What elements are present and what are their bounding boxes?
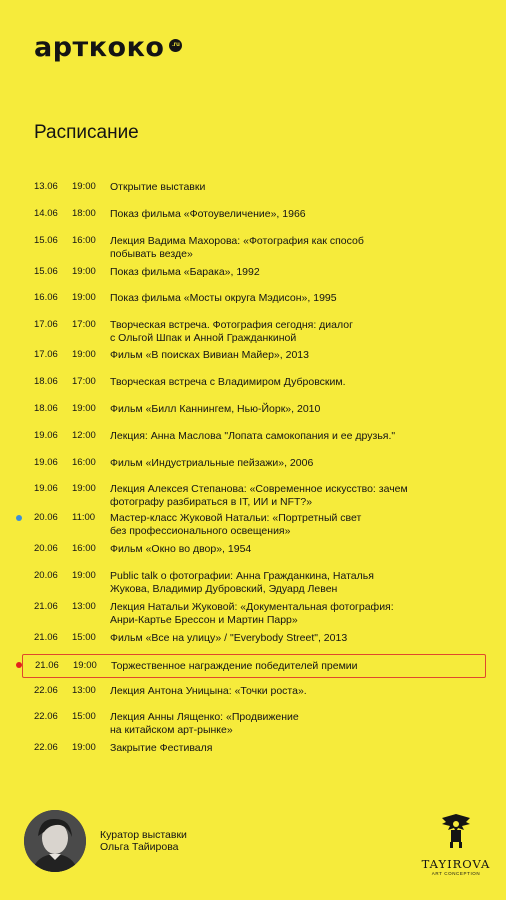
event-title: [110, 742, 482, 755]
event-title-line: Фильм «В поисках Вивиан Майер», 2013: [110, 349, 309, 361]
event-title-line: Лекция Алексея Степанова: «Современное искусство: зачем: [110, 483, 408, 495]
event-title-line: Показ фильма «Фотоувеличение», 1966: [110, 208, 306, 220]
event-time: 19:00: [72, 742, 96, 753]
event-title-line: без профессионального освещения»: [110, 524, 291, 537]
event-title: [110, 685, 482, 698]
red-dot-marker: [16, 662, 22, 668]
brand-subtitle: ART CONCEPTION: [431, 871, 481, 876]
event-title-line: фотографу разбираться в IT, ИИ и NFT?»: [110, 495, 313, 508]
event-date: 18.06: [34, 403, 58, 414]
event-time: 19:00: [72, 570, 96, 581]
event-date: 22.06: [34, 742, 58, 753]
event-title-line: Закрытие Фестиваля: [110, 742, 213, 754]
event-time: 16:00: [72, 543, 96, 554]
event-title: [111, 660, 483, 673]
event-title: [110, 543, 482, 556]
event-time: 19:00: [72, 483, 96, 494]
event-date: 21.06: [34, 601, 58, 612]
event-date: 22.06: [34, 711, 58, 722]
event-time: 19:00: [72, 349, 96, 360]
event-title-line: с Ольгой Шпак и Анной Гражданкиной: [110, 331, 297, 344]
event-title-line: Public talk о фотографии: Анна Гражданкина, Наталья: [110, 570, 374, 582]
event-title-line: Лекция Антона Уницына: «Точки роста».: [110, 685, 307, 697]
event-title-line: Мастер-класс Жуковой Натальи: «Портретный свет: [110, 512, 362, 524]
event-title: [110, 403, 482, 416]
event-date: 15.06: [34, 235, 58, 246]
event-title-line: Анри-Картье Брессон и Мартин Парр»: [110, 613, 298, 626]
event-time: 19:00: [72, 292, 96, 303]
logo-text: арткоко: [34, 32, 165, 63]
event-date: 21.06: [34, 632, 58, 643]
schedule-row-highlighted: [22, 654, 486, 678]
event-title-line: Лекция Анны Лященко: «Продвижение: [110, 711, 299, 723]
event-date: 20.06: [34, 512, 58, 523]
curator-block: [24, 810, 187, 872]
event-title: [110, 512, 482, 537]
event-title: [110, 266, 482, 279]
event-date: 22.06: [34, 685, 58, 696]
event-date: 17.06: [34, 349, 58, 360]
event-title-line: Показ фильма «Мосты округа Мэдисон», 1995: [110, 292, 337, 304]
event-time: 11:00: [72, 512, 96, 523]
event-title-line: на китайском арт-рынке»: [110, 723, 233, 736]
event-title-line: Торжественное награждение победителей премии: [111, 660, 358, 672]
event-date: 17.06: [34, 319, 58, 330]
event-title: [110, 457, 482, 470]
event-time: 18:00: [72, 208, 96, 219]
event-title-line: побывать везде»: [110, 247, 193, 260]
event-time: 15:00: [72, 632, 96, 643]
curator-portrait-icon: [24, 810, 86, 872]
logo-tld-badge: .ru: [169, 39, 182, 52]
event-time: 13:00: [72, 685, 96, 696]
event-title: [110, 483, 482, 508]
event-title: [110, 376, 482, 389]
event-title-line: Фильм «Окно во двор», 1954: [110, 543, 252, 555]
event-title-line: Фильм «Все на улицу» / "Everybody Street", 2013: [110, 632, 348, 644]
event-time: 13:00: [72, 601, 96, 612]
event-title-line: Фильм «Билл Каннингем, Нью-Йорк», 2010: [110, 403, 321, 415]
event-title-line: Жукова, Владимир Дубровский, Эдуард Левен: [110, 582, 338, 595]
event-time: 16:00: [72, 457, 96, 468]
avatar: [24, 810, 86, 872]
winged-bull-icon: [436, 810, 476, 850]
event-title: [110, 632, 482, 645]
event-title-line: Фильм «Индустриальные пейзажи», 2006: [110, 457, 314, 469]
event-title: [110, 570, 482, 595]
event-title: [110, 292, 482, 305]
event-title-line: Показ фильма «Барака», 1992: [110, 266, 260, 278]
event-title: [110, 235, 482, 260]
event-title-line: Лекция: Анна Маслова "Лопата самокопания и ее друзья.": [110, 430, 396, 442]
event-date: 15.06: [34, 266, 58, 277]
brand-name: TAYIROVA: [421, 857, 491, 871]
brand-logo: [416, 810, 496, 876]
event-time: 15:00: [72, 711, 96, 722]
event-title: [110, 208, 482, 221]
event-date: 19.06: [34, 483, 58, 494]
event-time: 19:00: [73, 660, 97, 671]
event-time: 19:00: [72, 403, 96, 414]
event-time: 12:00: [72, 430, 96, 441]
event-time: 17:00: [72, 319, 96, 330]
event-date: 19.06: [34, 457, 58, 468]
event-date: 13.06: [34, 181, 58, 192]
event-title: [110, 711, 482, 736]
event-title-line: Творческая встреча с Владимиром Дубровским.: [110, 376, 346, 388]
event-date: 14.06: [34, 208, 58, 219]
event-title-line: Лекция Вадима Махорова: «Фотография как способ: [110, 235, 364, 247]
curator-role: Куратор выставки: [100, 829, 187, 841]
event-title: [110, 430, 482, 443]
event-time: 19:00: [72, 181, 96, 192]
event-date: 19.06: [34, 430, 58, 441]
event-date: 21.06: [35, 660, 59, 671]
event-title-line: Лекция Натальи Жуковой: «Документальная фотография:: [110, 601, 394, 613]
event-date: 20.06: [34, 570, 58, 581]
event-time: 17:00: [72, 376, 96, 387]
page-title: Расписание: [34, 122, 139, 143]
event-title: [110, 349, 482, 362]
event-title: [110, 601, 482, 626]
event-date: 20.06: [34, 543, 58, 554]
curator-name: Ольга Тайирова: [100, 841, 179, 853]
event-title: [110, 319, 482, 344]
event-time: 19:00: [72, 266, 96, 277]
event-time: 16:00: [72, 235, 96, 246]
event-title-line: Открытие выставки: [110, 181, 206, 193]
event-title: [110, 181, 482, 194]
blue-dot-marker: [16, 515, 22, 521]
event-date: 18.06: [34, 376, 58, 387]
event-title-line: Творческая встреча. Фотография сегодня: диалог: [110, 319, 353, 331]
event-date: 16.06: [34, 292, 58, 303]
